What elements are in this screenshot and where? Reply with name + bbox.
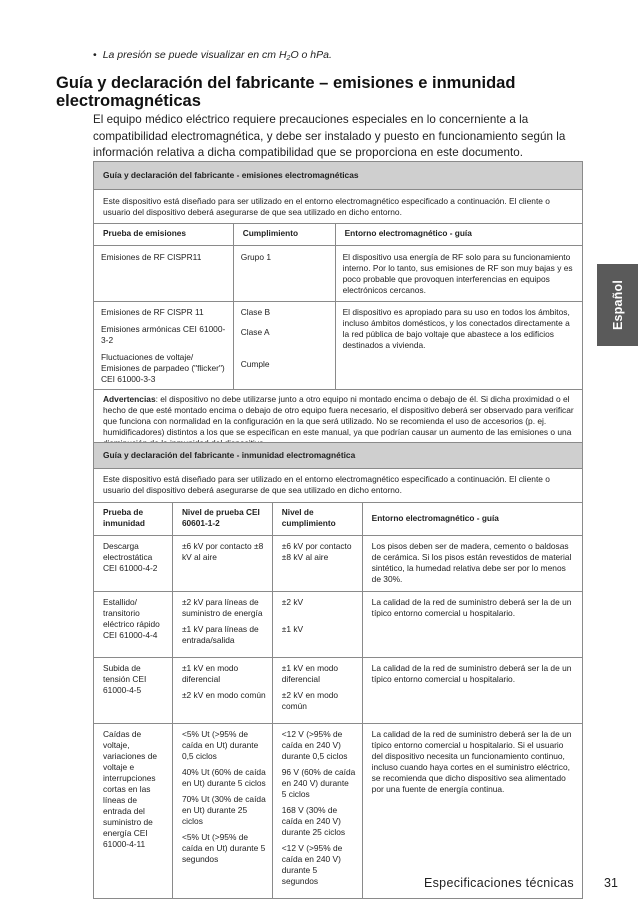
emissions-table-description: Este dispositivo está diseñado para ser utilizado en el entorno electromagnético especificado a continuación. El cliente o usuario del dispositivo deberá asegurarse de que sea utilizado en dicho entorno. <box>94 190 583 224</box>
cell-line: ±1 kV en modo diferencial <box>181 663 239 684</box>
table-cell: La calidad de la red de suministro deberá ser la de un típico entorno comercial u hospitalario. Si el usuario del dispositivo necesita un funcionamiento continuo, incluso cuando haya cortes en el suministro eléctrico, se recomienda que dicho dispositivo sea alimentado por una fuente de energía continua. <box>362 724 582 899</box>
table-cell: Emisiones de RF CISPR11 <box>94 246 234 302</box>
table-cell: La calidad de la red de suministro deberá ser la de un típico entorno comercial u hospitalario. <box>362 592 582 658</box>
immunity-table-title: Guía y declaración del fabricante - inmunidad electromagnética <box>94 443 583 469</box>
table-row <box>94 246 583 302</box>
cell-line: 96 V (60% de caída en 240 V) durante 5 ciclos <box>281 767 356 799</box>
note-text-start: La presión se puede visualizar en cm H <box>102 49 287 61</box>
table-cell: Descarga electrostática CEI 61000-4-2 <box>94 536 173 592</box>
cell-line: 70% Ut (30% de caída en Ut) durante 25 ciclos <box>181 794 266 826</box>
cell-line: ±1 kV <box>281 624 304 634</box>
cell-line: <12 V (>95% de caída en 240 V) durante 0,5 ciclos <box>281 729 348 761</box>
column-header: Prueba de inmunidad <box>94 503 173 536</box>
table-cell: Caídas de voltaje, variaciones de voltaje e interrupciones cortas en las líneas de entrada del suministro de energía CEI 61000-4-11 <box>94 724 173 899</box>
cell-line: Emisiones armónicas CEI 61000-3-2 <box>101 324 226 345</box>
intro-paragraph: El equipo médico eléctrico requiere precauciones especiales en lo concerniente a la compatibilidad electromagnética, y debe ser instalado y puesto en funcionamiento según la información relativa a dicha compatibilidad que se proporciona en este documento. <box>93 113 566 159</box>
table-cell <box>272 658 362 724</box>
cell-line: 168 V (30% de caída en 240 V) durante 25 ciclos <box>281 805 346 837</box>
immunity-table <box>93 442 583 899</box>
emissions-table-title: Guía y declaración del fabricante - emisiones electromagnéticas <box>94 162 583 190</box>
cell-line: Clase A <box>240 327 270 337</box>
table-cell: Los pisos deben ser de madera, cemento o baldosas de cerámica. Si los pisos están revestidos de material sintético, la humedad relativa debe ser por lo menos de 30%. <box>362 536 582 592</box>
cell-line: <12 V (>95% de caída en 240 V) durante 5 segundos <box>281 843 343 886</box>
language-tab-label: Español <box>610 279 625 331</box>
cell-line: Clase B <box>240 307 271 317</box>
table-cell <box>172 536 272 592</box>
table-row <box>94 724 583 899</box>
warning-text: : el dispositivo no debe utilizarse junto a otro equipo ni montado encima o debajo de él. Si dicha proximidad o el hecho de que esté montado encima o debajo de otro equipo fuera necesario, el dispositivo deberá ser observado para verificar que funciona con normalidad en la configuración en la que será utilizado. No se recomienda el uso de accesorios (p. ej. humidificadores) distintos a los que se especifican en este manual, ya que podrían causar un aumento de las emisiones o una <box>103 394 574 437</box>
cell-line: 40% Ut (60% de caída en Ut) durante 5 ciclos <box>181 767 266 788</box>
cell-line: Cumple <box>240 359 270 369</box>
emissions-table <box>93 161 583 455</box>
table-row <box>94 536 583 592</box>
page-number: 31 <box>604 876 618 890</box>
table-cell: La calidad de la red de suministro deberá ser la de un típico entorno comercial u hospitalario. <box>362 658 582 724</box>
table-row <box>94 302 583 390</box>
pressure-unit-note <box>93 49 332 62</box>
cell-line: <5% Ut (>95% de caída en Ut) durante 0,5 ciclos <box>181 729 259 761</box>
table-row <box>94 658 583 724</box>
column-header: Entorno electromagnético - guía <box>335 224 582 246</box>
column-header: Prueba de emisiones <box>94 224 234 246</box>
table-cell <box>172 724 272 899</box>
note-text-end: O o hPa. <box>290 49 332 61</box>
cell-line: Emisiones de RF CISPR 11 <box>101 307 204 317</box>
cell-line: ±2 kV para líneas de suministro de energía <box>181 597 263 618</box>
table-cell: Estallido/ transitorio eléctrico rápido CEI 61000-4-4 <box>94 592 173 658</box>
table-cell: Subida de tensión CEI 61000-4-5 <box>94 658 173 724</box>
cell-line: ±2 kV <box>281 597 304 607</box>
column-header: Nivel de cumplimiento <box>272 503 362 536</box>
column-header: Nivel de prueba CEI 60601-1-2 <box>172 503 272 536</box>
language-tab <box>597 264 638 346</box>
table-cell <box>272 724 362 899</box>
table-cell <box>272 536 362 592</box>
cell-line: ±6 kV por contacto ±8 kV al aire <box>281 541 352 562</box>
immunity-table-header-row <box>94 503 583 536</box>
cell-line: ±1 kV para líneas de entrada/salida <box>181 624 259 645</box>
table-cell <box>94 302 234 390</box>
table-cell: Grupo 1 <box>233 246 335 302</box>
cell-line: <5% Ut (>95% de caída en Ut) durante 5 segundos <box>181 832 266 864</box>
footer-section-name: Especificaciones técnicas <box>424 876 574 890</box>
section-title: Guía y declaración del fabricante – emisiones e inmunidad electromagnéticas <box>56 74 516 110</box>
column-header: Cumplimiento <box>233 224 335 246</box>
immunity-table-description: Este dispositivo está diseñado para ser utilizado en el entorno electromagnético especificado a continuación. El cliente o usuario del dispositivo deberá asegurarse de que sea utilizado en dicho entorno. <box>94 469 583 503</box>
table-cell: El dispositivo es apropiado para su uso en todos los ámbitos, incluso ámbitos domésticos, y los conectados directamente a la red pública de bajo voltaje que abastece a los edificios destinados a vivienda. <box>335 302 582 390</box>
cell-line: ±6 kV por contacto ±8 kV al aire <box>181 541 264 562</box>
table-row <box>94 592 583 658</box>
column-header: Entorno electromagnético - guía <box>362 503 582 536</box>
table-cell <box>272 592 362 658</box>
bullet-point: • <box>93 49 97 61</box>
cell-line: ±1 kV en modo diferencial <box>281 663 339 684</box>
note-subscript: 2 <box>286 55 291 62</box>
table-cell <box>172 592 272 658</box>
cell-line: ±2 kV en modo común <box>281 690 339 711</box>
table-cell: El dispositivo usa energía de RF solo para su funcionamiento interno. Por lo tanto, sus emisiones de RF son muy bajas y es poco probable que provoquen interferencias en equipos electrónicos cercanos. <box>335 246 582 302</box>
cell-line: ±2 kV en modo común <box>181 690 266 700</box>
cell-line: Fluctuaciones de voltaje/ Emisiones de parpadeo ("flicker") CEI 61000-3-3 <box>101 352 225 384</box>
table-cell <box>172 658 272 724</box>
emissions-table-header-row <box>94 224 583 246</box>
table-cell <box>233 302 335 390</box>
warning-label: Advertencias <box>103 394 156 404</box>
